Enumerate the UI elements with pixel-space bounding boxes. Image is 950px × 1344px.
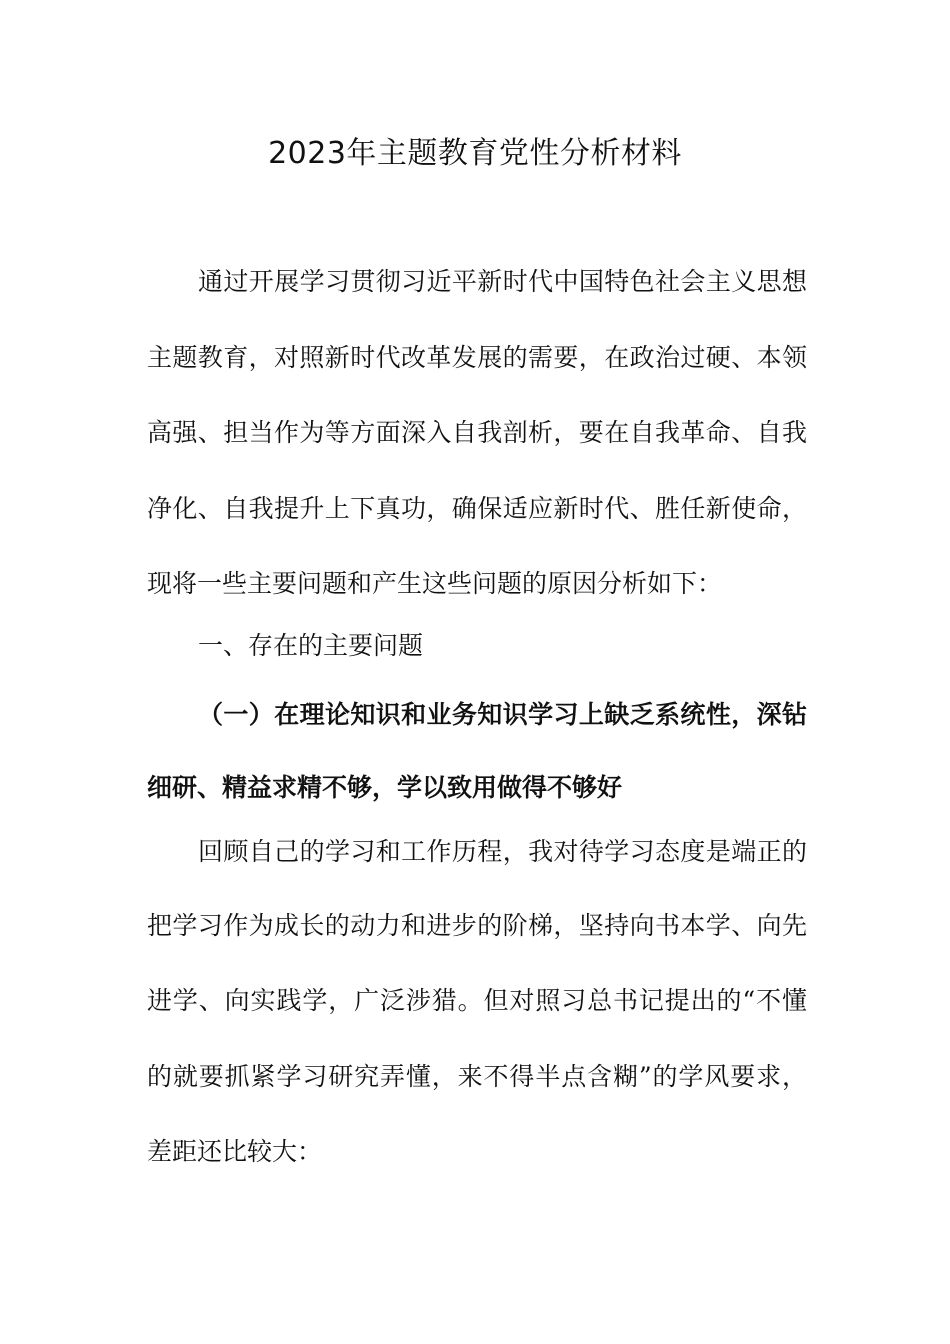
paragraph-2-line-5: 差距还比较大：	[147, 1137, 323, 1166]
paragraph-2-line-4: 的就要抓紧学习研究弄懂，来不得半点含糊”的学风要求，	[147, 1062, 807, 1091]
subsection-heading-line-1: （一）在理论知识和业务知识学习上缺乏系统性，深钻	[198, 700, 807, 729]
paragraph-1-line-5: 现将一些主要问题和产生这些问题的原因分析如下：	[147, 569, 723, 598]
subsection-heading-line-2: 细研、精益求精不够，学以致用做得不够好	[147, 773, 623, 802]
document-title: 2023年主题教育党性分析材料	[268, 136, 682, 171]
paragraph-1-line-1: 通过开展学习贯彻习近平新时代中国特色社会主义思想	[198, 267, 807, 296]
paragraph-1-line-4: 净化、自我提升上下真功，确保适应新时代、胜任新使命，	[147, 494, 807, 523]
paragraph-2-line-3: 进学、向实践学，广泛涉猎。但对照习总书记提出的“不懂	[147, 986, 807, 1015]
paragraph-1-line-3: 高强、担当作为等方面深入自我剖析，要在自我革命、自我	[147, 418, 807, 447]
section-heading: 一、存在的主要问题	[198, 631, 424, 660]
paragraph-1-line-2: 主题教育，对照新时代改革发展的需要，在政治过硬、本领	[147, 343, 807, 372]
paragraph-2-line-2: 把学习作为成长的动力和进步的阶梯，坚持向书本学、向先	[147, 911, 807, 940]
paragraph-2-line-1: 回顾自己的学习和工作历程，我对待学习态度是端正的	[198, 837, 807, 866]
